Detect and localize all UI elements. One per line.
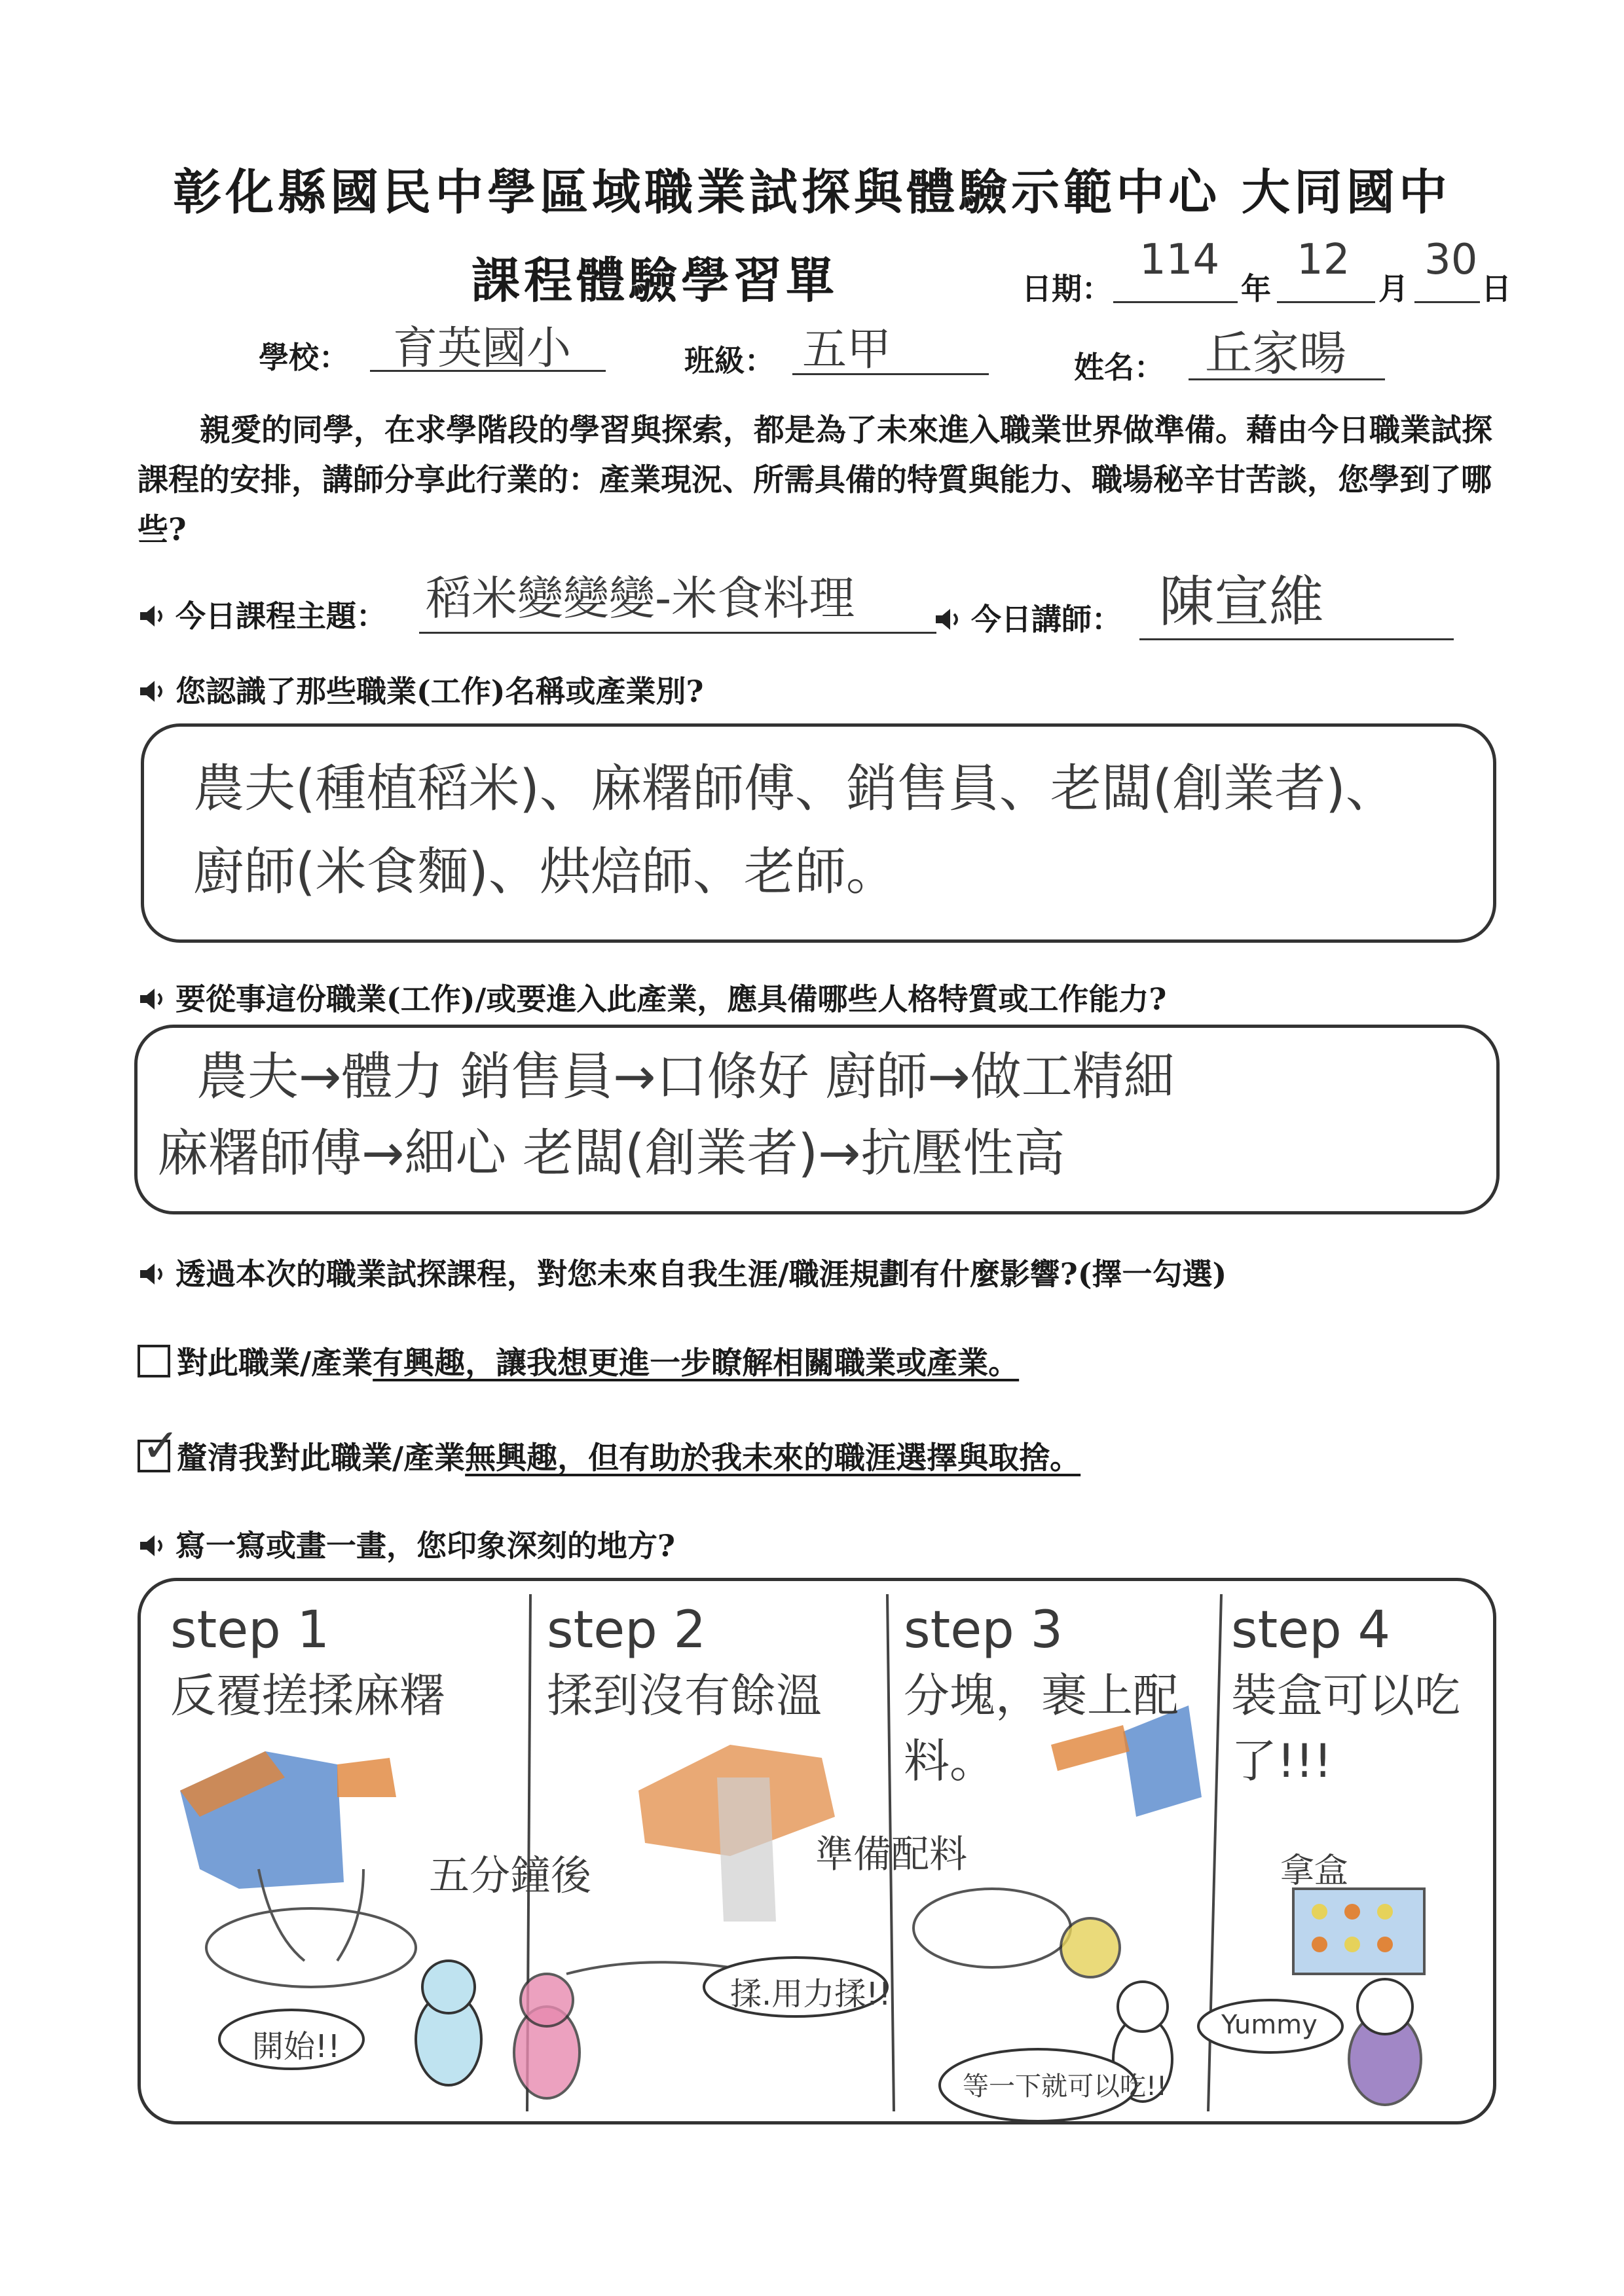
teacher-value: 陳宣維 bbox=[1159, 570, 1325, 634]
teacher-row bbox=[933, 596, 1122, 639]
panel2-text: 揉到沒有餘溫 bbox=[547, 1669, 822, 1722]
school-label: 學校： bbox=[259, 340, 349, 375]
q1-answer-box bbox=[141, 723, 1496, 943]
school-value: 育英國小 bbox=[393, 323, 572, 374]
checkbox-not-interested[interactable] bbox=[138, 1418, 180, 1472]
speaker-icon bbox=[138, 601, 172, 627]
date-month-line bbox=[1277, 301, 1375, 303]
option-interested[interactable] bbox=[138, 1339, 1019, 1383]
speaker-icon bbox=[933, 604, 967, 630]
checkbox-interested[interactable] bbox=[138, 1345, 170, 1377]
date-month: 12 bbox=[1297, 236, 1350, 284]
option2-prefix: 釐清我對此職業/產業 bbox=[177, 1440, 466, 1476]
class-label: 班級： bbox=[684, 343, 775, 378]
date-day-line bbox=[1414, 301, 1480, 303]
course-topic-row bbox=[138, 592, 386, 636]
option1-text: 有興趣，讓我想更進一步瞭解相關職業或產業。 bbox=[373, 1345, 1020, 1381]
q4-question-text: 寫一寫或畫一畫，您印象深刻的地方? bbox=[175, 1528, 675, 1563]
year-unit: 年 bbox=[1241, 271, 1271, 306]
q1-answer-line2: 廚師(米食麵)、烘焙師、老師。 bbox=[193, 843, 897, 902]
teacher-label: 今日講師： bbox=[971, 602, 1122, 637]
date-year-line bbox=[1113, 301, 1238, 303]
panel2-step: step 2 bbox=[547, 1601, 707, 1660]
panel4-step: step 4 bbox=[1231, 1601, 1391, 1660]
panel1-text: 反覆搓揉麻糬 bbox=[170, 1669, 445, 1722]
page-title: 彰化縣國民中學區域職業試探與體驗示範中心 大同國中 bbox=[173, 164, 1451, 221]
caption-prepare: 準備配料 bbox=[815, 1832, 968, 1876]
worksheet-subtitle: 課程體驗學習單 bbox=[471, 253, 838, 309]
teacher-line bbox=[1139, 638, 1454, 640]
course-topic-line bbox=[419, 632, 936, 634]
drawing-box bbox=[138, 1578, 1496, 2124]
caption-five-minutes: 五分鐘後 bbox=[429, 1851, 592, 1899]
option-not-interested[interactable] bbox=[138, 1418, 1081, 1478]
panel1-step: step 1 bbox=[170, 1601, 330, 1660]
panel3-text: 分塊，裹上配料。 bbox=[904, 1669, 1179, 1788]
panel3-bubble: 等一下就可以吃!! bbox=[963, 2071, 1168, 2102]
speaker-icon bbox=[138, 1531, 172, 1557]
panel4-bubble: Yummy bbox=[1221, 2010, 1318, 2040]
caption-pack: 拿盒 bbox=[1280, 1851, 1349, 1891]
panel3-step: step 3 bbox=[904, 1601, 1063, 1660]
date-day: 30 bbox=[1424, 236, 1478, 284]
q1-question bbox=[138, 668, 703, 711]
intro-paragraph: 親愛的同學，在求學階段的學習與探索，都是為了未來進入職業世界做準備。藉由今日職業試探課程的安排，講師分享此行業的：產業現況、所需具備的特質與能力、職場秘辛甘苦談，您學到了哪些? bbox=[138, 412, 1492, 548]
q4-question bbox=[138, 1522, 675, 1565]
course-topic-label: 今日課程主題： bbox=[175, 598, 386, 634]
q2-answer-line2: 麻糬師傅→細心 老闆(創業者)→抗壓性高 bbox=[157, 1124, 1065, 1183]
day-unit: 日 bbox=[1481, 271, 1511, 306]
q2-question-text: 要從事這份職業(工作)/或要進入此產業，應具備哪些人格特質或工作能力? bbox=[175, 981, 1167, 1017]
speaker-icon bbox=[138, 1259, 172, 1285]
panel4-text: 裝盒可以吃了!!! bbox=[1231, 1669, 1460, 1788]
option2-text: 無興趣，但有助於我未來的職涯選擇與取捨。 bbox=[465, 1440, 1081, 1476]
q3-question bbox=[138, 1250, 1227, 1294]
q2-answer-box bbox=[134, 1025, 1500, 1214]
speaker-icon bbox=[138, 676, 172, 702]
q1-answer-line1: 農夫(種植稻米)、麻糬師傅、銷售員、老闆(創業者)、 bbox=[193, 759, 1397, 818]
month-unit: 月 bbox=[1378, 271, 1409, 306]
q3-question-text: 透過本次的職業試探課程，對您未來自我生涯/職涯規劃有什麼影響?(擇一勾選) bbox=[175, 1256, 1227, 1292]
date-label: 日期： bbox=[1022, 271, 1112, 306]
speaker-icon bbox=[138, 984, 172, 1010]
class-value: 五甲 bbox=[802, 324, 892, 376]
panel1-bubble: 開始!! bbox=[252, 2028, 341, 2065]
q2-question bbox=[138, 975, 1166, 1019]
checkmark-icon: ✓ bbox=[141, 1418, 180, 1472]
panel2-bubble: 揉.用力揉!! bbox=[730, 1976, 891, 2013]
name-value: 丘家暘 bbox=[1205, 326, 1347, 381]
name-label: 姓名： bbox=[1074, 350, 1164, 385]
q2-answer-line1: 農夫→體力 銷售員→口條好 廚師→做工精細 bbox=[196, 1048, 1175, 1106]
q1-question-text: 您認識了那些職業(工作)名稱或產業別? bbox=[175, 674, 704, 709]
course-topic-value: 稻米變變變-米食料理 bbox=[426, 572, 855, 625]
date-year: 114 bbox=[1139, 236, 1220, 284]
option1-prefix: 對此職業/產業 bbox=[177, 1345, 373, 1381]
